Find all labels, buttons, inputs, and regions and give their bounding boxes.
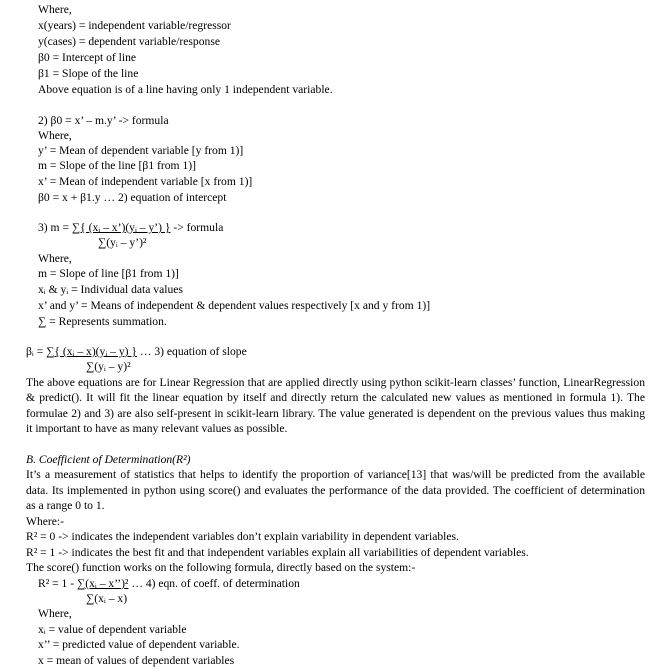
r2-eq-prefix: R² = 1 -: [38, 577, 77, 590]
paragraph-1-line-2: & predict(). It will fit the linear equation by itself and directly return the calculated new values as mentioned in formula 1). The: [26, 391, 645, 404]
line-note: Above equation is of a line having only 1 independent variable.: [38, 83, 333, 96]
formula-2-title: 2) β0 = x’ – m.y’ -> formula: [38, 114, 169, 127]
r2-zero-def: R² = 0 -> indicates the independent variables don’t explain variability in dependent variables.: [26, 530, 459, 543]
where-label-1: Where,: [38, 3, 72, 16]
defs-4-x-predicted: x’’ = predicted value of dependent variable.: [38, 638, 240, 651]
paragraph-2-line-2: data. Its implemented in python using score() and evaluates the performance of the data provided. The coefficient of determination: [26, 484, 645, 497]
formula-3-prefix: 3) m =: [38, 221, 72, 234]
formula-3-def-means: x’ and y’ = Means of independent & dependent values respectively [x and y from 1)]: [38, 299, 431, 312]
slope-eq-numerator: ∑{ (xᵢ – x)(yᵢ – y) }: [46, 345, 137, 358]
formula-3-def-m: m = Slope of line [β1 from 1)]: [38, 267, 179, 280]
slope-eq-suffix: … 3) equation of slope: [136, 345, 247, 358]
paragraph-1-line-1: The above equations are for Linear Regression that are applied directly using python scikit-learn classes’ function, LinearRegression: [26, 376, 645, 389]
r2-eq-line: [38, 576, 300, 592]
formula-3-denominator: ∑(yᵢ – y’)²: [98, 236, 147, 249]
r2-eq-numerator: ∑(xᵢ – x’’)²: [77, 577, 129, 590]
defs-4-where: Where,: [38, 607, 72, 620]
formula-3-where: Where,: [38, 252, 72, 265]
formula-2-intercept-eq: β0 = x + β1.y … 2) equation of intercept: [38, 191, 227, 204]
formula-3-suffix: -> formula: [170, 221, 224, 234]
slope-eq-denominator: ∑(yᵢ – y)²: [86, 360, 131, 373]
r2-eq-suffix: … 4) eqn. of coeff. of determination: [128, 577, 300, 590]
score-function-note: The score() function works on the following formula, directly based on the system:-: [26, 561, 416, 574]
formula-3-def-sum: ∑ = Represents summation.: [38, 315, 167, 328]
slope-eq-prefix: βᵢ =: [26, 345, 47, 358]
defs-4-xi: xᵢ = value of dependent variable: [38, 623, 187, 636]
paragraph-2-line-1: It’s a measurement of statistics that helps to identify the proportion of variance[13] that was/will be predicted from the available: [26, 468, 645, 481]
formula-2-where: Where,: [38, 129, 72, 142]
defs-4-x-mean: x = mean of values of dependent variables: [38, 654, 235, 667]
formula-2-def-y: y’ = Mean of dependent variable [y from 1)]: [38, 144, 244, 157]
paragraph-1-line-3: formulae 2) and 3) are also self-present in scikit-learn library. The value generated is dependent on the previous values thus making: [26, 407, 645, 420]
formula-3-def-xi-yi: xᵢ & yᵢ = Individual data values: [38, 283, 183, 296]
formula-2-def-m: m = Slope of the line [β1 from 1)]: [38, 159, 196, 172]
formula-3-numerator: ∑{ (xᵢ – x’)(yᵢ – y’) }: [71, 221, 171, 234]
r2-eq-denominator: ∑(xᵢ – x): [86, 592, 128, 605]
paragraph-2-line-3: as a range 0 to 1.: [26, 499, 105, 512]
section-b-heading: B. Coefficient of Determination(R²): [26, 453, 191, 466]
def-x-years: x(years) = independent variable/regressor: [38, 19, 231, 32]
formula-2-def-x: x’ = Mean of independent variable [x from 1)]: [38, 175, 253, 188]
def-y-cases: y(cases) = dependent variable/response: [38, 35, 220, 48]
slope-eq-line: [26, 344, 247, 360]
r2-where: Where:-: [26, 515, 64, 528]
r2-one-def: R² = 1 -> indicates the best fit and that independent variables explain all variabilities of dependent variables.: [26, 546, 529, 559]
formula-3-line: [38, 220, 223, 236]
def-beta1: β1 = Slope of the line: [38, 67, 139, 80]
def-beta0: β0 = Intercept of line: [38, 51, 137, 64]
paragraph-1-line-4: it important to have as many relevant values as possible.: [26, 422, 288, 435]
